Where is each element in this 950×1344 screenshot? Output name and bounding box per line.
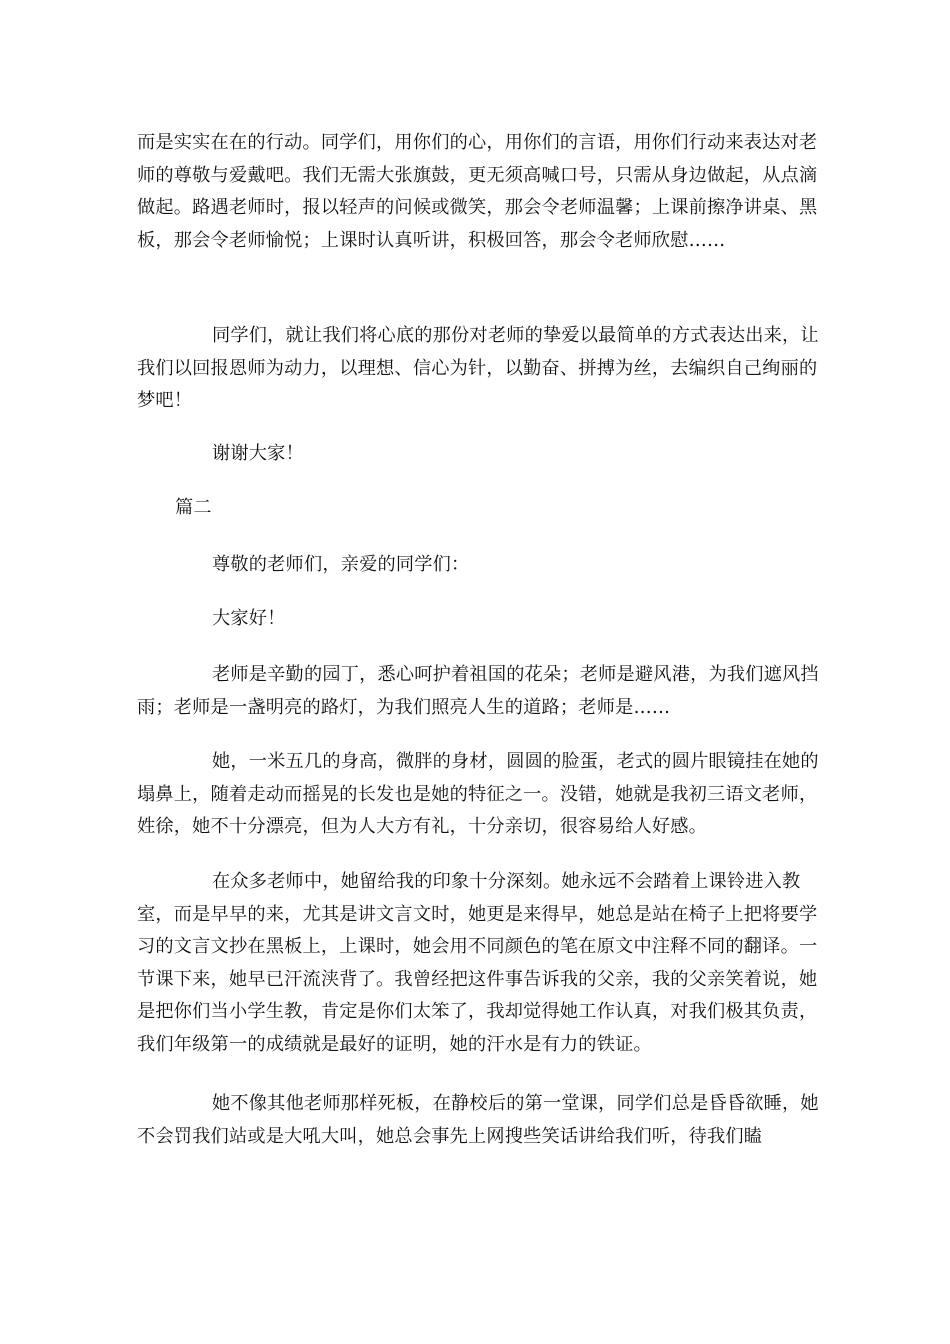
paragraph-2: 同学们，就让我们将心底的那份对老师的挚爱以最简单的方式表达出来，让我们以回报恩师为动力，以理想、信心为针，以勤奋、拼搏为丝，去编织自己绚丽的梦吧！ bbox=[137, 325, 819, 411]
salutation: 尊敬的老师们，亲爱的同学们： bbox=[212, 554, 470, 575]
paragraph-10: 她不像其他老师那样死板，在静校后的第一堂课，同学们总是昏昏欲睡，她不会罚我们站或是大吼大叫，她总会事先上网搜些笑话讲给我们听，待我们瞌 bbox=[137, 1093, 819, 1147]
paragraph-7: 老师是辛勤的园丁，悉心呵护着祖国的花朵；老师是避风港，为我们遮风挡雨；老师是一盏明亮的路灯，为我们照亮人生的道路；老师是…… bbox=[137, 664, 819, 718]
paragraph-8: 她，一米五几的身高，微胖的身材，圆圆的脸蛋，老式的圆片眼镜挂在她的塌鼻上，随着走动而摇晃的长发也是她的特征之一。没错，她就是我初三语文老师，姓徐，她不十分漂亮，但为人大方有礼，十分亲切，很容易给人好感。 bbox=[137, 751, 819, 837]
paragraph-9: 在众多老师中，她留给我的印象十分深刻。她永远不会踏着上课铃进入教室，而是早早的来，尤其是讲文言文时，她更是来得早，她总是站在椅子上把将要学习的文言文抄在黑板上，上课时，她会用不同颜色的笔在原文中注释不同的翻译。一节课下来，她早已汗流浃背了。我曾经把这件事告诉我的父亲，我的父亲笑着说，她是把你们当小学生教，肯定是你们太笨了，我却觉得她工作认真，对我们极其负责，我们年级第一的成绩就是最好的证明，她的汗水是有力的铁证。 bbox=[137, 871, 818, 1055]
paragraph-1: 而是实实在在的行动。同学们，用你们的心，用你们的言语，用你们行动来表达对老师的尊敬与爱戴吧。我们无需大张旗鼓，更无须高喊口号，只需从身边做起，从点滴做起。路遇老师时，报以轻声的问候或微笑，那会令老师温馨；上课前擦净讲桌、黑板，那会令老师愉悦；上课时认真听讲，积极回答，那会令老师欣慰…… bbox=[137, 132, 818, 251]
greeting: 大家好！ bbox=[212, 608, 286, 629]
paragraph-3: 谢谢大家！ bbox=[212, 443, 304, 464]
section-heading: 篇二 bbox=[175, 497, 212, 518]
